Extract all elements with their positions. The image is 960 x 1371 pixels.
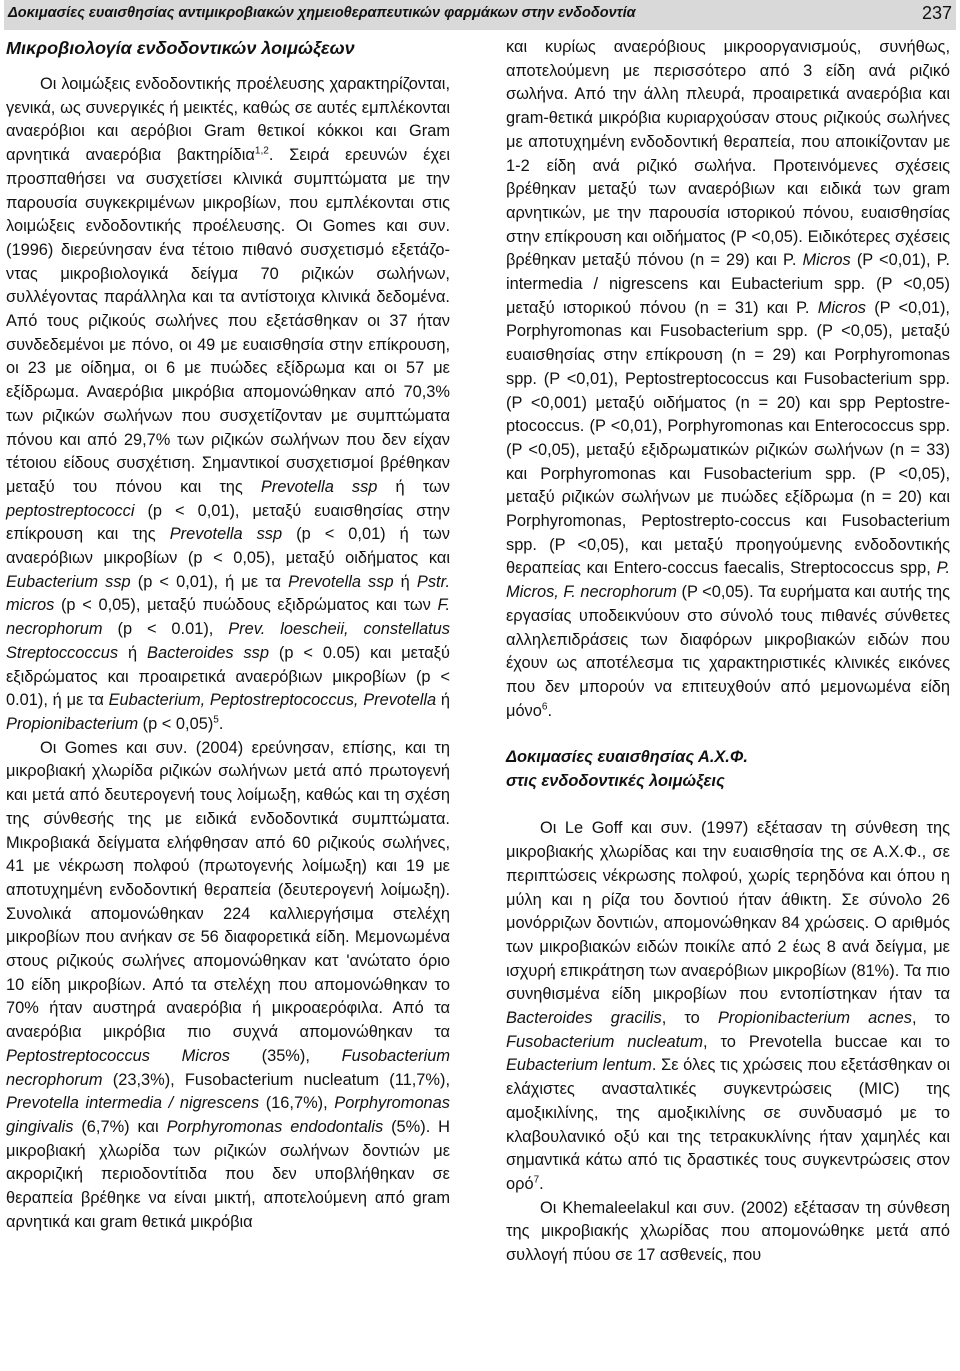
- paragraph-microbiology-1: Οι λοιμώξεις ενδοδοντικής προέλευσης χαρακτηρίζονται, γενικά, ως συνεργικές ή μεικτές, καθώς σε αυτές εμπλέκονται αναερόβιοι και αερόβιοι Gram θετικοί κόκκοι και Gram αρνητικά αναερόβια βακτηρίδια$^{1,2}$. Σειρά ερευνών έχει προσπαθήσει να συσχετίσει κλινικά συμπτώματα με την παρουσία συγκεκριμένων μικροβίων, που εμπλέκονται στις λοιμώξεις ενδοδοντικής προέλευσης. Οι Gomes και συν. (1996) διερεύνησαν ένα τέτοιο πιθανό συσχετισμό εξετάζοντας μικροβιολογικά δείγμα 70 ριζικών σωλήνων, συλλέγοντας παράλληλα και τα αντίστοιχα κλινικά δεδομένα. Από τους ριζικούς σωλήνες που εξετάσθηκαν οι 37 ήταν συνδεδεμένοι με πόνο, οι 49 με ευαισθησία στην επίκρουση, οι 23 με οίδημα, οι 6 με πυώδες εξίδρωμα και οι 57 με εξίδρωμα. Αναερόβια μικρόβια απομονώθηκαν από 70,3% των ριζικών σωλήνων που συσχετίζονταν με συμπτώματα πόνου και από 29,7% των ριζικών σωλήνων που δεν είχαν τέτοιου είδους συσχέτιση. Σημαντικοί συσχετισμοί βρέθηκαν μεταξύ του πόνου και της Prevotella ssp ή των peptostreptococci (p < 0,01), μεταξύ ευαισθησίας στην επίκρουση και της Prevotella ssp (p < 0,01) ή των αναερόβιων μικροβίων (p < 0,05), μεταξύ οιδήματος και Eubacterium ssp (p < 0,01), ή με τα Prevotella ssp ή Pstr. micros (p < 0,05), μεταξύ πυώδους εξιδρώματος και των F. necrophorum (p < 0.01), Prev. loescheii, constellatus Streptoccoccus ή Bacteroides ssp (p < 0.05) και μεταξύ εξιδρώματος και προαιρετικά αναερόβιων μικροβίων (p < 0.01), ή με τα Eubacterium, Peptostreptococcus, Prevotella ή Propionibacterium (p < 0,05)$^5$.: [6, 75, 451, 733]
- citation-sup: 5: [213, 714, 219, 726]
- section-heading-microbiology: Μικροβιολογία ενδοδοντικών λοιμώξεων: [6, 38, 355, 58]
- right-column: [506, 36, 950, 1268]
- page-number: 237: [921, 3, 952, 23]
- paragraph-microbiology-2: Οι Gomes και συν. (2004) ερεύνησαν, επίσης, και τη μικροβιακή χλωρίδα ριζικών σωλήνων μετά από πρωτογενή και μετά από δευτερογενή τους λοίμωξη, καθώς και τη σχέση της σύνθεσής της με ειδικά ενδοδοντικά συμπτώματα. Μικροβιακά δείγματα ελήφθησαν από 60 ριζικούς σωλήνες, 41 με νέκρωση πολφού (πρωτογενής λοίμωξη) και 19 με αποτυχημένη ενδοδοντική θεραπεία (δευτερογενή λοίμωξη). Συνολικά απομονώθηκαν 224 καλλιεργήσιμα στελέχη μικροβίων που ανήκαν σε 56 διαφορετικά είδη. Μεμονωμένα στους ριζικούς σωλήνες απομονώθηκαν κατ 'ανώτατο όριο 10 είδη μικροβίων. Από τα στελέχη που απομονώθηκαν το 70% ήταν αυστηρά αναερόβια ή μικροαερόφιλα. Από τα αναερόβια μικρόβια πιο συχνά απομονώθηκαν τα Peptostreptococcus Micros (35%), Fusobacterium necrophorum (23,3%), Fusobacterium nucleatum (11,7%), Prevotella intermedia / nigrescens (16,7%), Porphyromonas gingivalis (6,7%) και Porphyromonas endodontalis (5%). Η μικροβιακή χλωρίδα των ριζικών σωλήνων δοντιών με ακροριζική περιοδοντίτιδα που δεν υποβλήθηκαν σε θεραπεία βρέθηκε να είναι μικτή, αποτελούμενη από gram αρνητικά και gram θετικά μικρόβια: [6, 738, 451, 1231]
- section-heading-susceptibility: Δοκιμασίες ευαισθησίας Α.Χ.Φ. στις ενδοδοντικές λοιμώξεις: [506, 748, 748, 791]
- citation-sup: 6: [541, 701, 548, 713]
- paragraph-susceptibility-1: Οι Le Goff και συν. (1997) εξέτασαν τη σύνθεση της μικροβιακής χλωρίδας και την ευαισθησία της σε Α.Χ.Φ., σε περιπτώσεις νέκρωσης πολφού, χωρίς τερηδόνα και όπου η μύλη και η ρίζα του δοντιού ήταν άθικτη. Σε σύνολο 26 μονόρριζων δοντιών, απομονώθηκαν 84 χρώσεις. Ο αριθμός των μικροβιακών ειδών ποικίλε από 2 έως 8 ανά δείγμα, με ισχυρή επικράτηση των αναερόβιων μικροβίων (81%). Τα πιο συνηθισμένα είδη μικροβίων που εντοπίστηκαν ήταν τα Bacteroides gracilis, το Propionibacterium acnes, το Fusobacterium nucleatum, το Prevotella buccae και το Eubacterium lentum. Σε όλες τις χρώσεις που εξετάσθηκαν οι ελάχιστες ανασταλτικές συγκεντρώσεις (MIC) της αμοξικιλίνης, της αμοξικιλίνης σε συνδυασμό με το κλαβουλανικό οξύ και της τετρακυκλίνης ήταν χαμηλές και σημαντικά κάτω από τις δραστικές τους συγκεντρώσεις στον ορό$^7$.: [506, 819, 950, 1193]
- citation-sup: 1,2: [254, 145, 269, 157]
- paragraph-continued: και κυρίως αναερόβιους μικροοργανισμούς, συνήθως, αποτελούμενη με περισσότερο από 3 είδη ανά ριζικό σωλήνα. Από την άλλη πλευρά, προαιρετικά αναερόβια και gram-θετικά μικρόβια κυριαρχούσαν στους ριζικούς σωλήνες με αποτυχημένη ενδοδοντική θεραπεία, που αποικίζονταν με 1-2 είδη ανά ριζικό σωλήνα. Προτεινόμενες σχέσεις βρέθηκαν μεταξύ των αναερόβιων και ειδικά των gram αρνητικών, με την παρουσία ιστορικού πόνου, ευαισθησίας στην επίκρουση και οιδήματος (P <0,05). Ειδικότερες σχέσεις βρέθηκαν μεταξύ πόνου (n = 29) και P. Micros (P <0,01), P. intermedia / nigrescens και Eubacterium spp. (P <0,05) μεταξύ ιστορικού πόνου (n = 31) και P. Micros (P <0,01), Porphyromonas και Fusobacterium spp. (P <0,05), μεταξύ ευαισθησίας στην επίκρουση (n = 29) και Porphyromonas spp. (P <0,01), Peptostreptococcus και Fusobacterium spp. (P <0,001) μεταξύ οιδήματος (n = 20) και spp Peptostre-ptococcus. (P <0,01), Porphyromonas και Enterococcus spp. (P <0,05), μεταξύ εξιδρωματικών ριζικών σωλήνων (n = 33) και Porphyromonas και Fusobacterium spp. (P <0,05), μεταξύ ριζικών σωλήνων με πυώδες εξίδρωμα (n = 20) και Porphyromonas, Peptostrepto-coccus και Fusobacterium spp. (P <0,05), και μεταξύ προηγούμενης ενδοδοντικής θεραπείας και Entero-coccus faecalis, Streptococcus spp, P. Micros, F. necrophorum (P <0,05). Τα ευρήματα και αυτής της εργασίας υποδεικνύουν στο σύνολό τους πιθανές σύνθετες αλληλεπιδράσεις των διαφόρων μικροβιακών ειδών που έχουν ως αποτέλεσμα τις χαρακτηριστικές κλινικές εικόνες που δεν μπορούν να επιτευχθούν από μεμονωμένα είδη μόνο$^6$.: [506, 38, 950, 720]
- paragraph-susceptibility-2: Οι Khemaleelakul και συν. (2002) εξέτασαν τη σύνθεση της μικροβιακής χλωρίδας που απομονώθηκε μετά από συλλογή πύου σε 17 ασθενείς, που: [506, 1198, 950, 1265]
- running-header-title: Δοκιμασίες ευαισθησίας αντιμικροβιακών χημειοθεραπευτικών φαρμάκων στην ενδοδοντία: [8, 5, 636, 21]
- citation-sup: 7: [533, 1174, 540, 1186]
- running-header: [4, 0, 956, 30]
- left-column: [6, 36, 450, 1234]
